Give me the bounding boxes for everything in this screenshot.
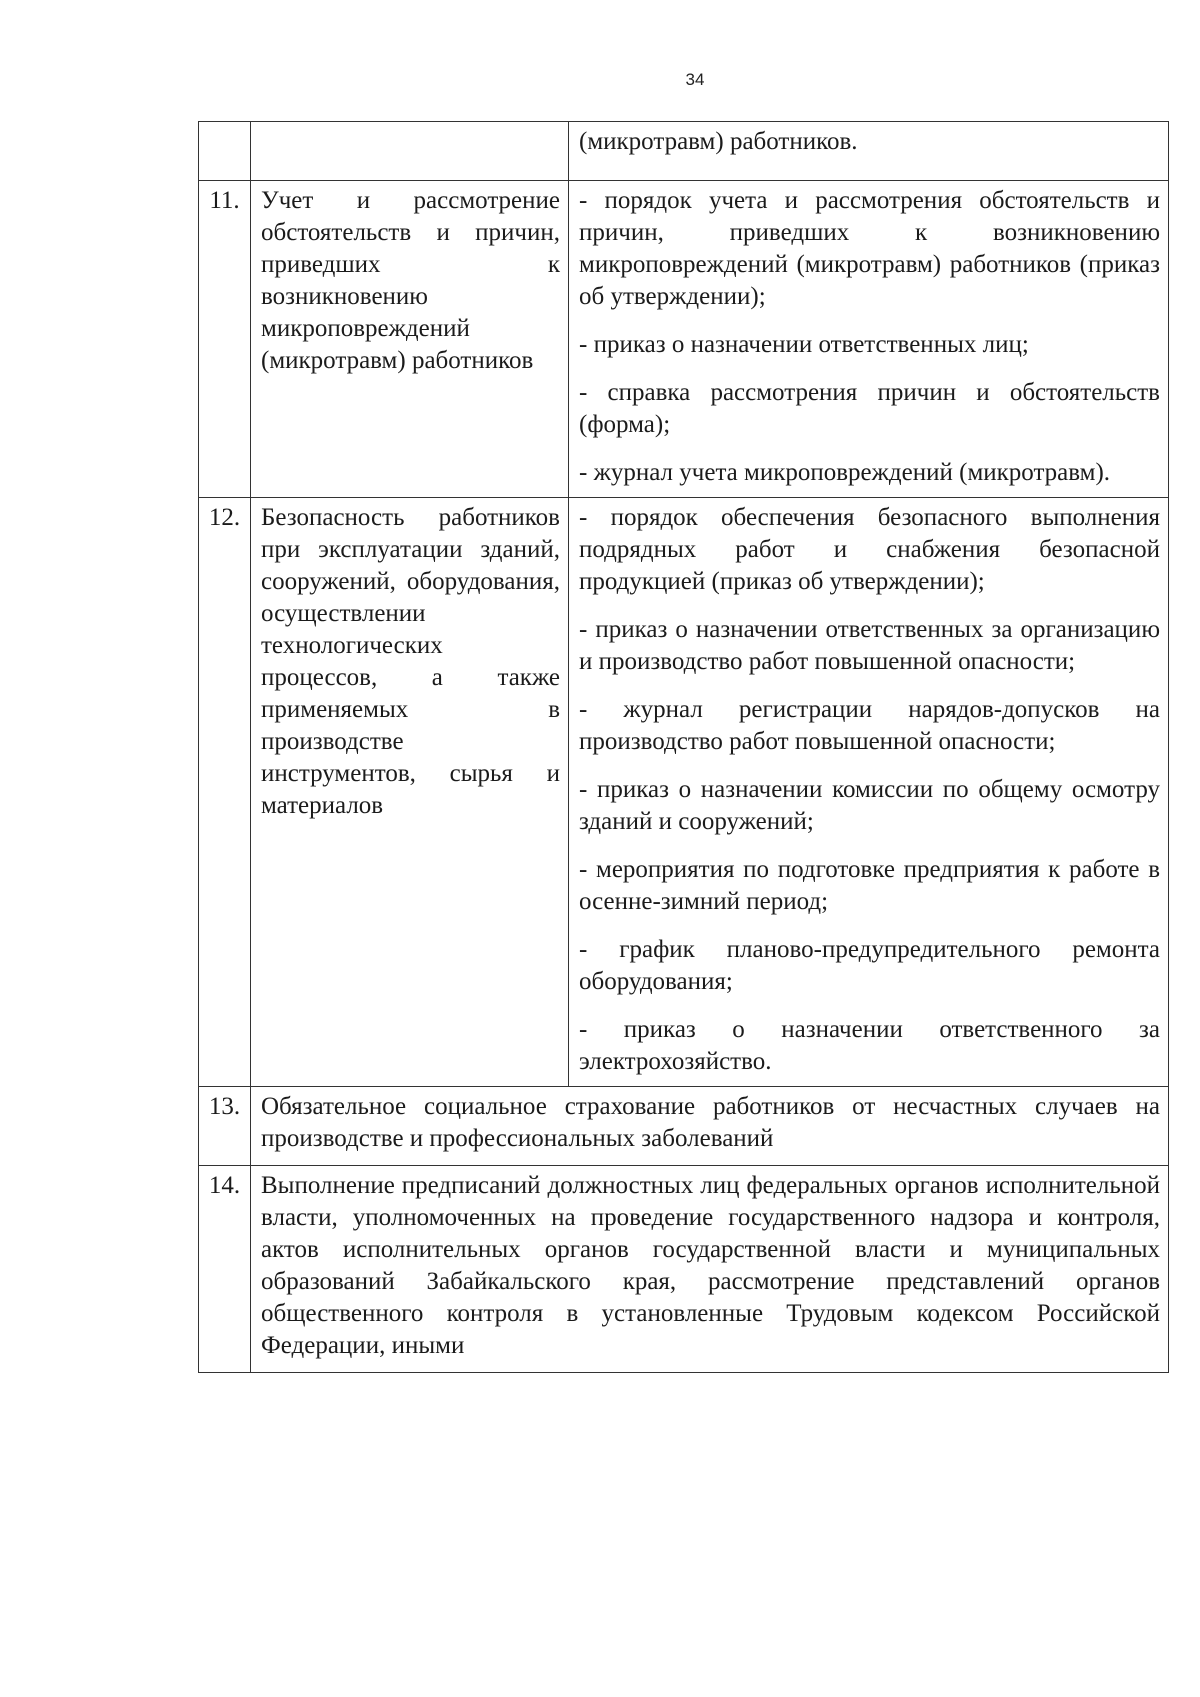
- table-row-13: [199, 1087, 1169, 1166]
- table-row-11: [199, 181, 1169, 498]
- document-item: - приказ о назначении ответственных за организацию и производство работ повышенной опасности;: [579, 616, 1160, 675]
- row-number: 14.: [199, 1166, 251, 1373]
- document-item: (микротравм) работников.: [579, 128, 858, 155]
- document-item: - порядок учета и рассмотрения обстоятельств и причин, приведших к возникновению микроповреждений (микротравм) работников (приказ об утверждении);: [579, 187, 1160, 310]
- document-item: - приказ о назначении ответственных лиц;: [579, 331, 1029, 358]
- row-number: 13.: [199, 1087, 251, 1166]
- row-documents: [569, 181, 1169, 498]
- table-row-14: [199, 1166, 1169, 1373]
- page-number: 34: [685, 70, 705, 89]
- document-item: - журнал регистрации нарядов-допусков на производство работ повышенной опасности;: [579, 696, 1160, 755]
- row-title: [251, 122, 569, 181]
- table-row-continuation: [199, 122, 1169, 181]
- document-item: - журнал учета микроповреждений (микротравм).: [579, 459, 1111, 486]
- table-row-12: [199, 498, 1169, 1087]
- document-item: - порядок обеспечения безопасного выполнения подрядных работ и снабжения безопасной продукцией (приказ об утверждении);: [579, 504, 1160, 595]
- document-item: - мероприятия по подготовке предприятия к работе в осенне-зимний период;: [579, 856, 1160, 915]
- row-title: Учет и рассмотрение обстоятельств и причин, приведших к возникновению микроповреждений (микротравм) работников: [251, 181, 569, 498]
- row-number: 12.: [199, 498, 251, 1087]
- document-item: - график планово-предупредительного ремонта оборудования;: [579, 936, 1160, 995]
- row-number: [199, 122, 251, 181]
- row-text: Обязательное социальное страхование работников от несчастных случаев на производстве и профессиональных заболеваний: [251, 1087, 1169, 1166]
- row-number: 11.: [199, 181, 251, 498]
- document-item: - приказ о назначении ответственного за электрохозяйство.: [579, 1016, 1160, 1075]
- row-text: Выполнение предписаний должностных лиц федеральных органов исполнительной власти, уполномоченных на проведение государственного надзора и контроля, актов исполнительных органов государственной власти и муниципальных образований Забайкальского края, рассмотрение представлений органов общественного контроля в установленные Трудовым кодексом Российской Федерации, иными: [251, 1166, 1169, 1373]
- row-documents: [569, 498, 1169, 1087]
- row-documents: [569, 122, 1169, 181]
- document-item: - приказ о назначении комиссии по общему осмотру зданий и сооружений;: [579, 776, 1160, 835]
- document-item: - справка рассмотрения причин и обстоятельств (форма);: [579, 379, 1160, 438]
- requirements-table: [198, 121, 1169, 1373]
- row-title: Безопасность работников при эксплуатации зданий, сооружений, оборудования, осуществлении технологических процессов, а также применяемых в производстве инструментов, сырья и материалов: [251, 498, 569, 1087]
